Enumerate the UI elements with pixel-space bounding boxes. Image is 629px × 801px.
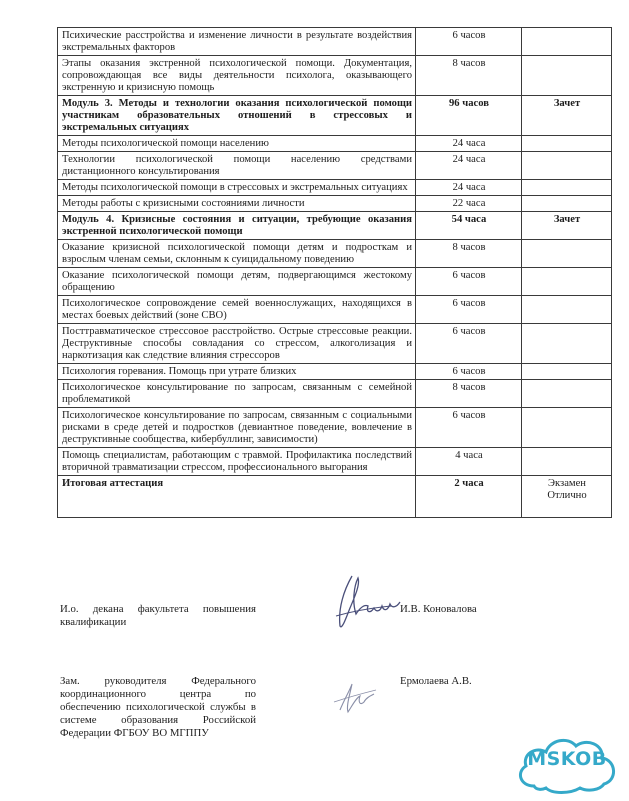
row-hours: 24 часа xyxy=(416,136,522,152)
row-title: Посттравматическое стрессовое расстройство. Острые стрессовые реакции. Деструктивные способы совладания со стрессом, алкоголизация и наркотизация как следствие влияния стрессоров xyxy=(58,324,416,364)
table-row xyxy=(58,28,612,56)
module-row xyxy=(58,212,612,240)
row-title: Этапы оказания экстренной психологической помощи. Документация, сопровождающая все виды деятельности психолога, оказывающего экстренную и кризисную помощь xyxy=(58,56,416,96)
row-form xyxy=(522,408,612,448)
logo-text: MSKOB xyxy=(527,748,607,770)
module-title: Модуль 4. Кризисные состояния и ситуации, требующие оказания экстренной психологической помощи xyxy=(58,212,416,240)
table-row xyxy=(58,380,612,408)
table-row xyxy=(58,268,612,296)
row-title: Психологическое сопровождение семей военнослужащих, находящихся в местах боевых действий (зоне СВО) xyxy=(58,296,416,324)
row-title: Психология горевания. Помощь при утрате близких xyxy=(58,364,416,380)
table-row xyxy=(58,152,612,180)
row-hours: 6 часов xyxy=(416,408,522,448)
row-form xyxy=(522,240,612,268)
table-row xyxy=(58,196,612,212)
first-signatory-name: И.В. Коновалова xyxy=(400,603,477,615)
table-row xyxy=(58,296,612,324)
row-hours: 24 часа xyxy=(416,152,522,180)
final-form xyxy=(522,476,612,518)
row-title: Методы психологической помощи в стрессовых и экстремальных ситуациях xyxy=(58,180,416,196)
row-hours: 6 часов xyxy=(416,268,522,296)
table-row xyxy=(58,324,612,364)
row-form xyxy=(522,152,612,180)
final-form-type: Экзамен xyxy=(548,478,586,489)
final-attestation-row xyxy=(58,476,612,518)
table-row xyxy=(58,448,612,476)
row-form xyxy=(522,296,612,324)
final-grade: Отлично xyxy=(547,490,587,501)
final-title: Итоговая аттестация xyxy=(58,476,416,518)
row-form xyxy=(522,196,612,212)
second-signatory-name: Ермолаева А.В. xyxy=(400,675,472,687)
row-title: Оказание психологической помощи детям, подвергающимся жестокому обращению xyxy=(58,268,416,296)
handwritten-signature-1 xyxy=(330,568,408,638)
first-signatory-position: И.о. декана факультета повышения квалификации xyxy=(60,603,256,628)
module-hours: 54 часа xyxy=(416,212,522,240)
row-hours: 8 часов xyxy=(416,56,522,96)
row-title: Технологии психологической помощи населению средствами дистанционного консультирования xyxy=(58,152,416,180)
row-hours: 24 часа xyxy=(416,180,522,196)
second-signatory-position: Зам. руководителя Федерального координационного центра по обеспечению психологической службы в системе образования Российской Федерации ФГБОУ ВО МГППУ xyxy=(60,675,256,739)
curriculum-table xyxy=(57,27,612,518)
row-title: Психические расстройства и изменение личности в результате воздействия экстремальных факторов xyxy=(58,28,416,56)
module-form: Зачет xyxy=(522,212,612,240)
table-row xyxy=(58,180,612,196)
row-hours: 6 часов xyxy=(416,324,522,364)
handwritten-signature-2 xyxy=(330,672,382,720)
row-form xyxy=(522,180,612,196)
row-hours: 4 часа xyxy=(416,448,522,476)
table-row xyxy=(58,240,612,268)
row-form xyxy=(522,364,612,380)
final-hours: 2 часа xyxy=(416,476,522,518)
row-hours: 6 часов xyxy=(416,364,522,380)
module-title: Модуль 3. Методы и технологии оказания психологической помощи участникам образовательных отношений в стрессовых и экстремальных ситуациях xyxy=(58,96,416,136)
row-hours: 6 часов xyxy=(416,28,522,56)
row-hours: 8 часов xyxy=(416,380,522,408)
row-hours: 22 часа xyxy=(416,196,522,212)
row-form xyxy=(522,380,612,408)
row-title: Психологическое консультирование по запросам, связанным с семейной проблематикой xyxy=(58,380,416,408)
row-form xyxy=(522,324,612,364)
row-title: Методы психологической помощи населению xyxy=(58,136,416,152)
watermark-logo xyxy=(512,730,622,796)
row-hours: 8 часов xyxy=(416,240,522,268)
row-form xyxy=(522,136,612,152)
row-form xyxy=(522,28,612,56)
module-row xyxy=(58,96,612,136)
row-form xyxy=(522,268,612,296)
table-row xyxy=(58,408,612,448)
row-hours: 6 часов xyxy=(416,296,522,324)
row-title: Методы работы с кризисными состояниями личности xyxy=(58,196,416,212)
table-row xyxy=(58,56,612,96)
row-form xyxy=(522,56,612,96)
row-title: Помощь специалистам, работающим с травмой. Профилактика последствий вторичной травматизации стрессом, профессионального выгорания xyxy=(58,448,416,476)
table-row xyxy=(58,136,612,152)
module-hours: 96 часов xyxy=(416,96,522,136)
row-title: Психологическое консультирование по запросам, связанным с социальными рисками в среде детей и подростков (девиантное поведение, вовлечение в деструктивные сообщества, кибербуллинг, зависимости) xyxy=(58,408,416,448)
module-form: Зачет xyxy=(522,96,612,136)
row-title: Оказание кризисной психологической помощи детям и подросткам и взрослым членам семьи, склонным к суицидальному поведению xyxy=(58,240,416,268)
table-row xyxy=(58,364,612,380)
row-form xyxy=(522,448,612,476)
